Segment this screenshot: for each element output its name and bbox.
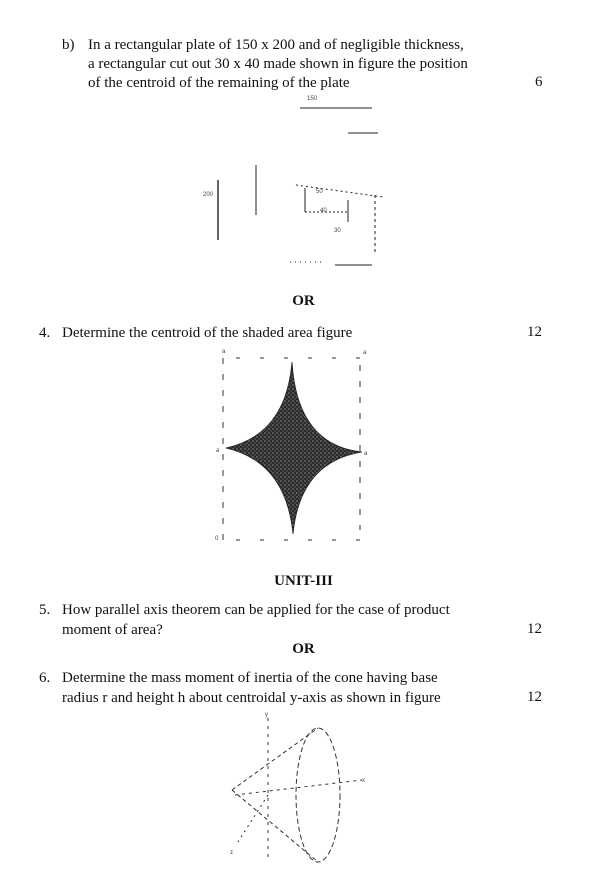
q3b-dim-30: 30 bbox=[334, 228, 341, 234]
q3b-line-1: In a rectangular plate of 150 x 200 and of negligible thickness, bbox=[88, 37, 464, 53]
q6-axis-x: x bbox=[362, 778, 365, 784]
q3b-dim-200: 200 bbox=[203, 192, 214, 198]
q3b-dim-50: 50 bbox=[316, 189, 323, 195]
q4-label-a-left: a bbox=[216, 448, 220, 454]
q6-axis-y: y bbox=[265, 712, 268, 718]
or-divider-1: OR bbox=[292, 293, 315, 309]
unit-heading: UNIT-III bbox=[274, 573, 333, 589]
q3b-marks: 6 bbox=[535, 74, 543, 90]
q6-label: 6. bbox=[39, 670, 51, 686]
q3b-dim-40: 40 bbox=[320, 208, 327, 214]
q6-line-1: Determine the mass moment of inertia of the cone having base bbox=[62, 670, 438, 686]
q3b-line-2: a rectangular cut out 30 x 40 made shown in figure the position bbox=[88, 56, 468, 72]
q5-line-2: moment of area? bbox=[62, 622, 163, 638]
q4-label-origin: 0 bbox=[215, 536, 219, 542]
q3b-line-3: of the centroid of the remaining of the plate bbox=[88, 75, 350, 91]
q4-label-a-top-left: a bbox=[222, 349, 226, 355]
q4-label: 4. bbox=[39, 325, 51, 341]
q3b-dim-150: 150 bbox=[307, 96, 318, 102]
q6-marks: 12 bbox=[527, 689, 542, 705]
q4-label-a-top-right: a bbox=[363, 350, 367, 356]
q5-line-1: How parallel axis theorem can be applied for the case of product bbox=[62, 602, 450, 618]
q5-label: 5. bbox=[39, 602, 51, 618]
q3b-label: b) bbox=[62, 37, 75, 53]
or-divider-2: OR bbox=[292, 641, 315, 657]
q4-text: Determine the centroid of the shaded area figure bbox=[62, 325, 353, 341]
q6-axis-z: z bbox=[230, 850, 233, 856]
q4-label-a-right: a bbox=[364, 451, 368, 457]
q6-line-2: radius r and height h about centroidal y-axis as shown in figure bbox=[62, 690, 441, 706]
q4-marks: 12 bbox=[527, 324, 542, 340]
q5-marks: 12 bbox=[527, 621, 542, 637]
